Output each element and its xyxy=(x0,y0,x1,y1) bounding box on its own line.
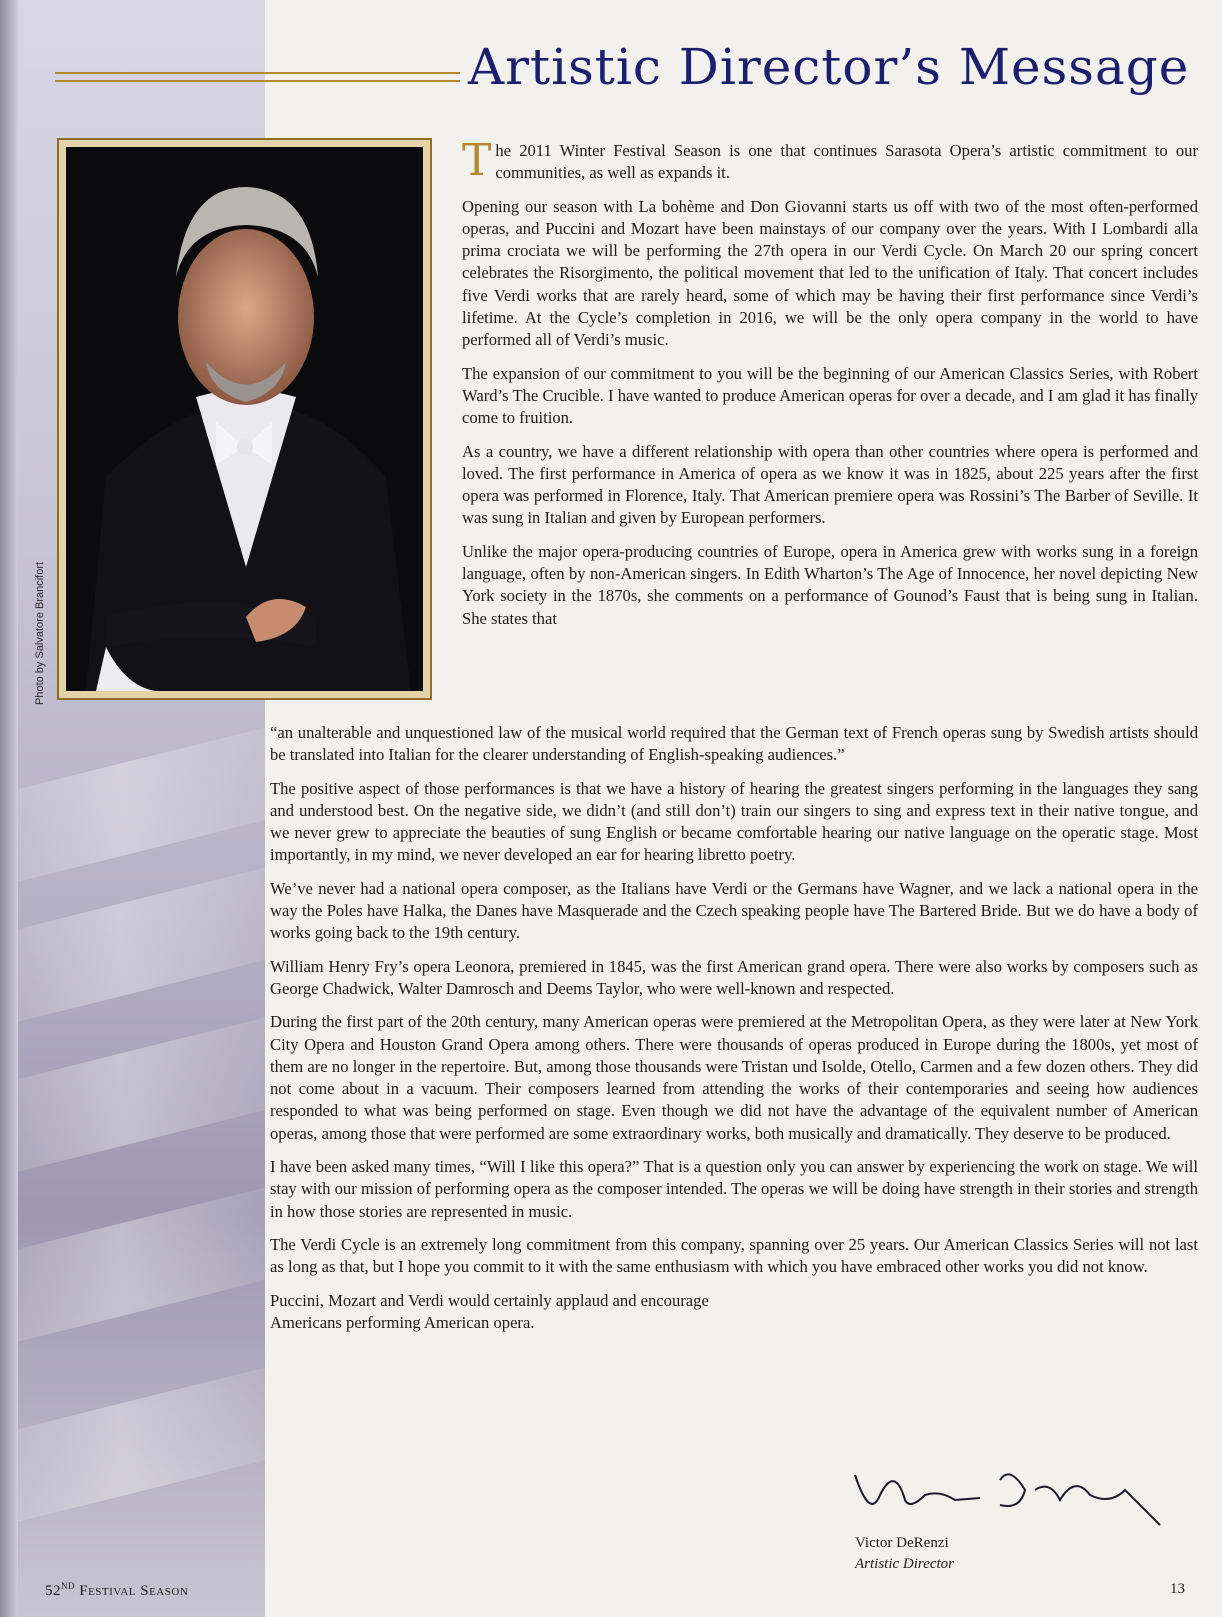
sidebar-streak xyxy=(0,1178,265,1352)
signature-name: Victor DeRenzi xyxy=(855,1535,949,1551)
footer-number: 52 xyxy=(45,1583,61,1599)
paragraph: The positive aspect of those performances is that we have a history of hearing the greatest singers performing in the languages they sang and understood best. On the negative side, we didn’t (and still don’t) train our singers to sing and express text in their native tongue, and we never grew to appreciate the beauties of sung English or became comfortable hearing our native language on the operatic stage. Most importantly, in my mind, we never developed an ear for hearing libretto poetry. xyxy=(270,778,1198,865)
paragraph: As a country, we have a different relationship with opera than other countries where opera is performed and loved. The first performance in America of opera as we know it was in 1825, about 225 years after the first opera was performed in Florence, Italy. That American premiere opera was Rossini’s The Barber of Seville. It was sung in Italian and given by European performers. xyxy=(462,441,1198,528)
page-binding-edge xyxy=(0,0,18,1617)
intro-text: he 2011 Winter Festival Season is one that continues Sarasota Opera’s artistic commitment to our communities, as well as expands it. xyxy=(495,141,1198,183)
closing-paragraph: Puccini, Mozart and Verdi would certainly applaud and encourage Americans performing American opera. xyxy=(270,1290,709,1332)
portrait-photo xyxy=(66,147,423,691)
sidebar-streak xyxy=(0,1008,265,1182)
paragraph: The expansion of our commitment to you will be the beginning of our American Classics Series, with Robert Ward’s The Crucible. I have wanted to produce American operas for over a decade, and I am glad it has finally come to fruition. xyxy=(462,363,1198,428)
signature-role: Artistic Director xyxy=(855,1556,955,1572)
footer-season xyxy=(45,1581,188,1600)
page-title: Artistic Director’s Message xyxy=(468,38,1190,96)
footer-ordinal: ND xyxy=(61,1581,75,1591)
paragraph: We’ve never had a national opera composer, as the Italians have Verdi or the Germans have Wagner, and we lack a national opera in the way the Poles have Halka, the Danes have Masquerade and the Czech speaking people have The Bartered Bride. But we do have a body of works going back to the 19th century. xyxy=(270,878,1198,943)
paragraph: “an unalterable and unquestioned law of the musical world required that the German text of French operas sung by Swedish artists should be translated into Italian for the clearer understanding of English-speaking audiences.” xyxy=(270,723,1198,765)
paragraph: William Henry Fry’s opera Leonora, premiered in 1845, was the first American grand opera. There were also works by composers such as George Chadwick, Walter Damrosch and Deems Taylor, who were well-known and respected. xyxy=(270,956,1198,998)
photo-credit: Photo by Salvatore Brancifort xyxy=(34,561,46,705)
paragraph: I have been asked many times, “Will I like this opera?” That is a question only you can answer by experiencing the work on stage. We will stay with our mission of performing opera as the composer intended. The operas we will be doing have strength in their stories and strength in how those stories are represented in music. xyxy=(270,1157,1198,1221)
portrait-illustration xyxy=(66,147,423,691)
body-text-lower xyxy=(270,722,1198,1345)
body-text-upper xyxy=(462,135,1198,630)
portrait-frame xyxy=(57,138,432,700)
sidebar-streak xyxy=(0,858,265,1032)
paragraph: During the first part of the 20th century, many American operas were premiered at the Metropolitan Opera, as they were later at New York City Opera and Houston Grand Opera among others. There were thousands of operas produced in Europe during the 1800s, yet most of them are no longer in the repertoire. But, among those thousands were Tristan und Isolde, Otello, Carmen and a few dozen others. They did not come about in a vacuum. Their composers learned from attending the works of their contemporaries and seeing how audiences responded to what was being performed on stage. Even though we did not have the advantage of the equivalent number of American operas, among those that were performed are some extraordinary works, both musically and dramatically. They deserve to be produced. xyxy=(270,1012,1198,1143)
title-rule xyxy=(55,72,460,82)
paragraph: Unlike the major opera-producing countries of Europe, opera in America grew with works sung in a foreign language, often by non-American singers. In Edith Wharton’s The Age of Innocence, her novel depicting New York society in the 1870s, she comments on a performance of Gounod’s Faust that is being sung in Italian. She states that xyxy=(462,541,1198,628)
signature-image xyxy=(850,1460,1170,1530)
page-number: 13 xyxy=(1170,1581,1185,1597)
intro-paragraph xyxy=(462,135,1198,186)
drop-cap: T xyxy=(462,135,492,186)
sidebar-streak xyxy=(0,1358,265,1532)
sidebar-streak xyxy=(0,718,265,892)
paragraph: The Verdi Cycle is an extremely long commitment from this company, spanning over 25 years. Our American Classics Series will not last as long as that, but I hope you commit to it with the same enthusiasm with which you have embraced other works you did not know. xyxy=(270,1234,1198,1277)
paragraph: Opening our season with La bohème and Don Giovanni starts us off with two of the most often-performed operas, and Puccini and Mozart have been mainstays of our company over the years. With I Lombardi alla prima crociata we will be performing the 27th opera in our Verdi Cycle. On March 20 our spring concert celebrates the Risorgimento, the political movement that led to the unification of Italy. That concert includes five Verdi works that are rarely heard, some of which may be having their first performance since Verdi’s lifetime. At the Cycle’s completion in 2016, we will be the only opera company in the world to have performed all of Verdi’s music. xyxy=(462,196,1198,350)
footer-label: Festival Season xyxy=(79,1583,189,1599)
